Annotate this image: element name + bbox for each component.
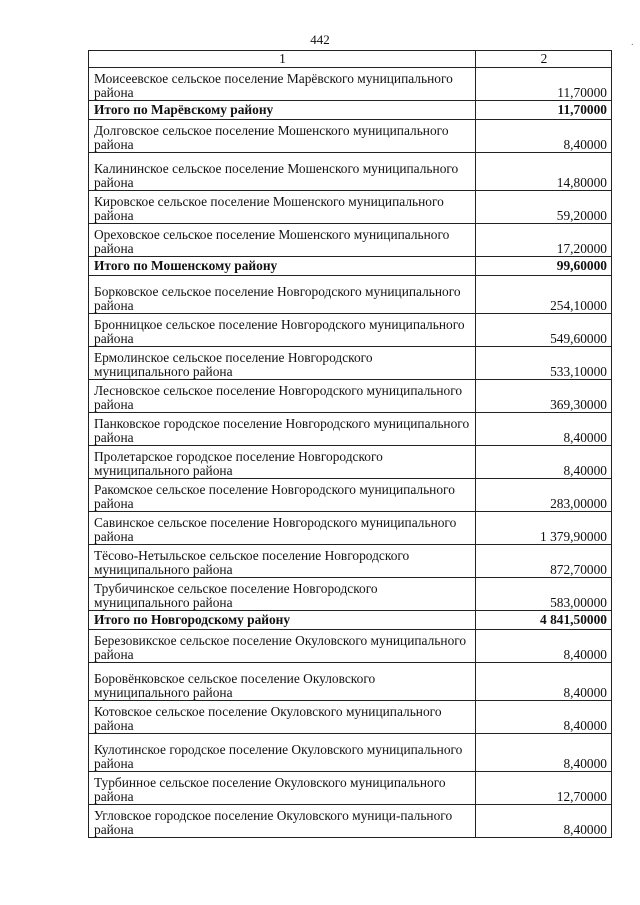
table-row xyxy=(89,68,612,101)
table-row xyxy=(89,805,612,838)
settlement-value: 583,00000 xyxy=(476,578,612,611)
settlement-value: 8,40000 xyxy=(476,446,612,479)
settlement-value: 283,00000 xyxy=(476,479,612,512)
table-row xyxy=(89,630,612,663)
table-row xyxy=(89,512,612,545)
table-row xyxy=(89,413,612,446)
table-row xyxy=(89,663,612,701)
settlement-value: 8,40000 xyxy=(476,663,612,701)
table-row xyxy=(89,276,612,314)
settlement-name: Котовское сельское поселение Окуловского муниципального района xyxy=(89,701,476,734)
table-body xyxy=(89,68,612,838)
settlement-name: Тёсово-Нетыльское сельское поселение Новгородского муниципального района xyxy=(89,545,476,578)
settlement-name: Пролетарское городское поселение Новгородского муниципального района xyxy=(89,446,476,479)
settlement-name: Турбинное сельское поселение Окуловского муниципального района xyxy=(89,772,476,805)
settlement-name: Панковское городское поселение Новгородского муниципального района xyxy=(89,413,476,446)
margin-mark: · xyxy=(630,40,634,51)
column-header-1: 1 xyxy=(89,51,476,68)
settlement-value: 11,70000 xyxy=(476,68,612,101)
table-row xyxy=(89,191,612,224)
district-total-value: 11,70000 xyxy=(476,101,612,120)
table-row xyxy=(89,153,612,191)
table-row xyxy=(89,578,612,611)
settlement-value: 8,40000 xyxy=(476,413,612,446)
table-row xyxy=(89,446,612,479)
settlement-value: 8,40000 xyxy=(476,734,612,772)
table-total-row xyxy=(89,611,612,630)
table-header-row xyxy=(89,51,612,68)
settlement-value: 12,70000 xyxy=(476,772,612,805)
table-row xyxy=(89,224,612,257)
settlement-name: Ореховское сельское поселение Мошенского муниципального района xyxy=(89,224,476,257)
table-row xyxy=(89,734,612,772)
allocation-table xyxy=(88,50,612,838)
settlement-name: Моисеевское сельское поселение Марёвского муниципального района xyxy=(89,68,476,101)
table-row xyxy=(89,314,612,347)
settlement-value: 872,70000 xyxy=(476,545,612,578)
table-row xyxy=(89,380,612,413)
settlement-name: Савинское сельское поселение Новгородского муниципального района xyxy=(89,512,476,545)
settlement-name: Угловское городское поселение Окуловского муници-пального района xyxy=(89,805,476,838)
settlement-name: Ракомское сельское поселение Новгородского муниципального района xyxy=(89,479,476,512)
settlement-value: 8,40000 xyxy=(476,120,612,153)
settlement-name: Калининское сельское поселение Мошенского муниципального района xyxy=(89,153,476,191)
table-row xyxy=(89,479,612,512)
settlement-value: 8,40000 xyxy=(476,630,612,663)
district-total-label: Итого по Мошенскому району xyxy=(89,257,476,276)
settlement-name: Трубичинское сельское поселение Новгородского муниципального района xyxy=(89,578,476,611)
settlement-name: Березовикское сельское поселение Окуловского муниципального района xyxy=(89,630,476,663)
district-total-label: Итого по Новгородскому району xyxy=(89,611,476,630)
table-row xyxy=(89,701,612,734)
table-total-row xyxy=(89,257,612,276)
settlement-name: Борковское сельское поселение Новгородского муниципального района xyxy=(89,276,476,314)
settlement-value: 533,10000 xyxy=(476,347,612,380)
settlement-value: 14,80000 xyxy=(476,153,612,191)
page-number: 442 xyxy=(310,32,330,47)
settlement-name: Кулотинское городское поселение Окуловского муниципального района xyxy=(89,734,476,772)
settlement-value: 1 379,90000 xyxy=(476,512,612,545)
column-header-2: 2 xyxy=(476,51,612,68)
settlement-name: Лесновское сельское поселение Новгородского муниципального района xyxy=(89,380,476,413)
settlement-name: Боровёнковское сельское поселение Окуловского муниципального района xyxy=(89,663,476,701)
settlement-value: 8,40000 xyxy=(476,805,612,838)
table-row xyxy=(89,120,612,153)
table-row xyxy=(89,545,612,578)
settlement-value: 254,10000 xyxy=(476,276,612,314)
district-total-label: Итого по Марёвскому району xyxy=(89,101,476,120)
settlement-value: 8,40000 xyxy=(476,701,612,734)
settlement-value: 549,60000 xyxy=(476,314,612,347)
settlement-value: 59,20000 xyxy=(476,191,612,224)
table-total-row xyxy=(89,101,612,120)
settlement-name: Ермолинское сельское поселение Новгородского муниципального района xyxy=(89,347,476,380)
settlement-name: Кировское сельское поселение Мошенского муниципального района xyxy=(89,191,476,224)
table-row xyxy=(89,772,612,805)
settlement-name: Бронницкое сельское поселение Новгородского муниципального района xyxy=(89,314,476,347)
settlement-name: Долговское сельское поселение Мошенского муниципального района xyxy=(89,120,476,153)
district-total-value: 4 841,50000 xyxy=(476,611,612,630)
settlement-value: 369,30000 xyxy=(476,380,612,413)
table-row xyxy=(89,347,612,380)
settlement-value: 17,20000 xyxy=(476,224,612,257)
district-total-value: 99,60000 xyxy=(476,257,612,276)
